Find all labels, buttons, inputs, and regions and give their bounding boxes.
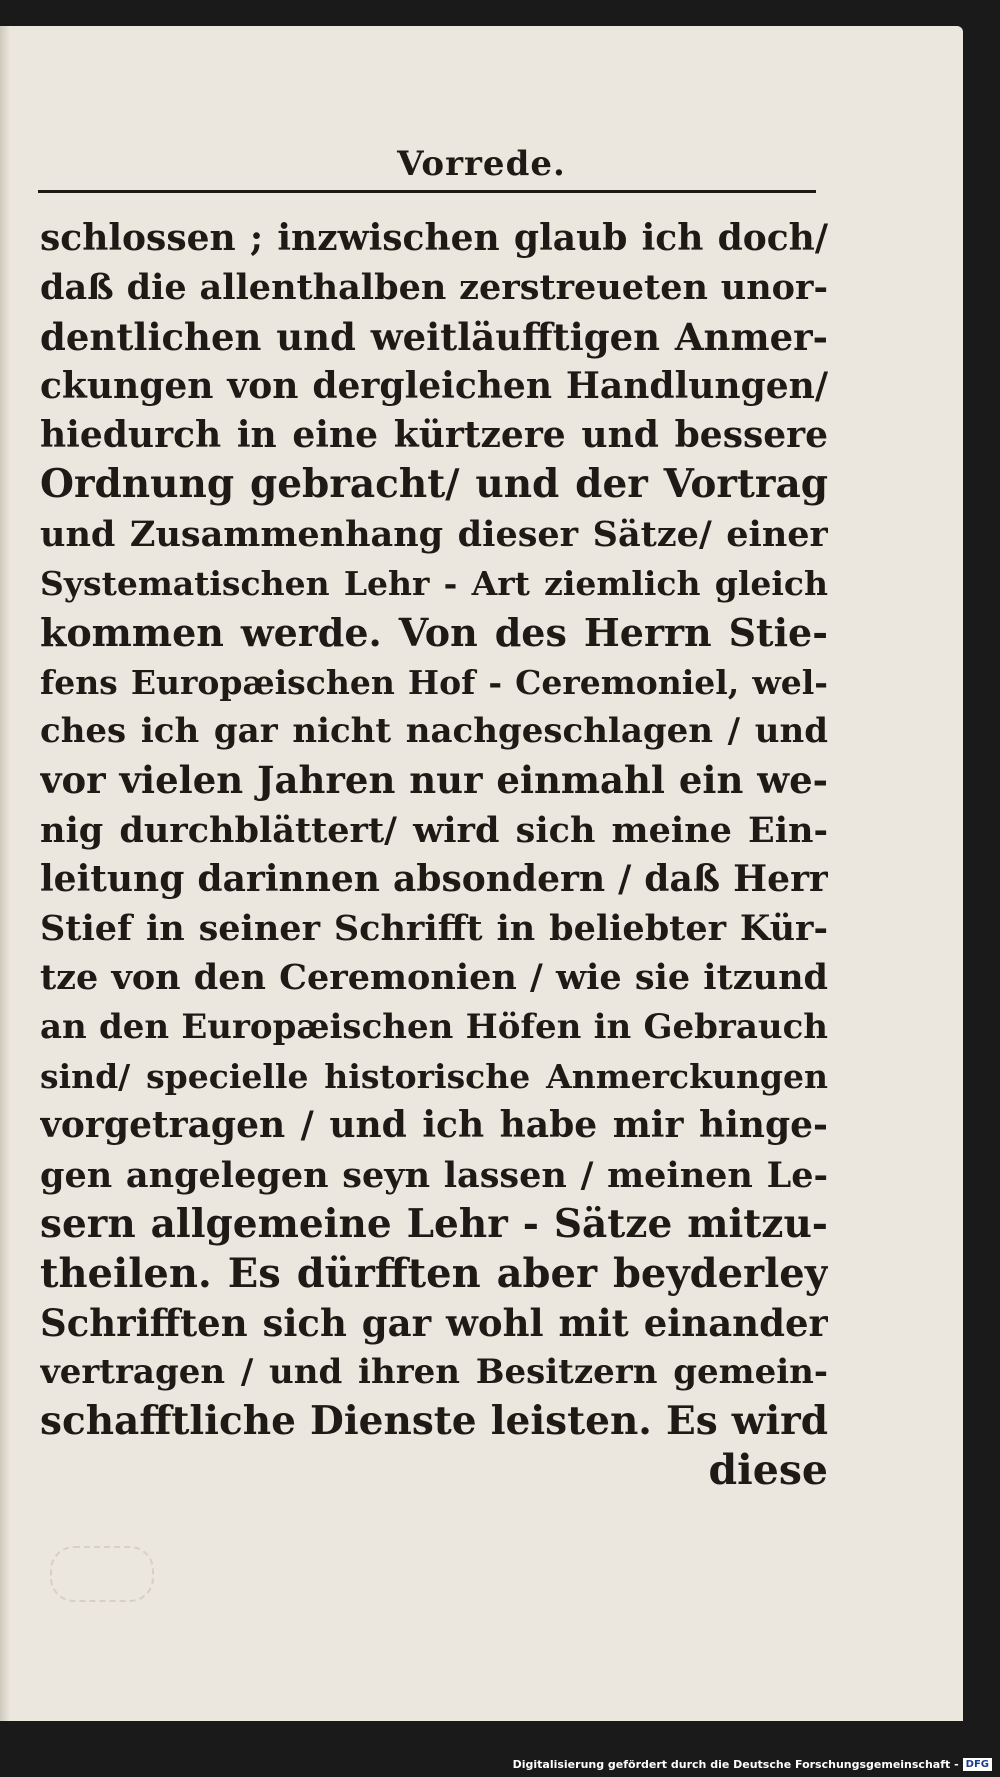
text-line: ches ich gar nicht nachgeschlagen / und bbox=[40, 710, 828, 751]
text-line: und Zusammenhang dieser Sätze/ einer bbox=[40, 513, 828, 555]
header-rule bbox=[38, 190, 816, 193]
faint-library-stamp bbox=[50, 1546, 154, 1602]
text-line: daß die allenthalben zerstreueten unor- bbox=[40, 267, 828, 309]
text-line: Stief in seiner Schrifft in beliebter Kür- bbox=[40, 908, 828, 950]
text-line: ckungen von dergleichen Handlungen/ bbox=[40, 364, 828, 407]
running-header: Vorrede. bbox=[397, 144, 566, 184]
text-line: schafftliche Dienste leisten. Es wird bbox=[40, 1398, 828, 1445]
text-line: fens Europæischen Hof - Ceremoniel, wel- bbox=[40, 662, 828, 702]
text-line: theilen. Es dürfften aber beyderley bbox=[40, 1250, 828, 1298]
text-line: tze von den Ceremonien / wie sie itzund bbox=[40, 957, 828, 999]
text-line: Ordnung gebracht/ und der Vortrag bbox=[40, 461, 828, 508]
text-line: vor vielen Jahren nur einmahl ein we- bbox=[40, 758, 828, 803]
text-line: an den Europæischen Höfen in Gebrauch bbox=[40, 1006, 828, 1047]
text-line: nig durchblättert/ wird sich meine Ein- bbox=[40, 809, 828, 851]
text-line: kommen werde. Von des Herrn Stie- bbox=[40, 610, 828, 656]
catchword: diese bbox=[708, 1446, 828, 1495]
dfg-logo: DFG bbox=[963, 1758, 992, 1771]
text-line: schlossen ; inzwischen glaub ich doch/ bbox=[40, 217, 828, 259]
page-spine-shadow bbox=[0, 26, 10, 1721]
digitization-credit bbox=[513, 1758, 992, 1771]
text-line: sind/ specielle historische Anmerckungen bbox=[40, 1057, 828, 1097]
text-block bbox=[40, 214, 828, 1496]
book-page bbox=[0, 26, 963, 1721]
text-line: leitung darinnen absondern / daß Herr bbox=[40, 857, 828, 900]
text-line: vorgetragen / und ich habe mir hinge- bbox=[40, 1104, 828, 1147]
text-line: Schrifften sich gar wohl mit einander bbox=[40, 1300, 828, 1345]
text-line: hiedurch in eine kürtzere und bessere bbox=[40, 414, 828, 457]
text-line: Systematischen Lehr - Art ziemlich gleich bbox=[40, 564, 828, 604]
credit-text: Digitalisierung gefördert durch die Deutsche Forschungsgemeinschaft - bbox=[512, 1758, 959, 1771]
text-line: gen angelegen seyn lassen / meinen Le- bbox=[40, 1154, 828, 1196]
text-line: dentlichen und weitläufftigen Anmer- bbox=[40, 314, 828, 359]
text-line: vertragen / und ihren Besitzern gemein- bbox=[40, 1351, 828, 1392]
text-line: sern allgemeine Lehr - Sätze mitzu- bbox=[40, 1200, 828, 1247]
